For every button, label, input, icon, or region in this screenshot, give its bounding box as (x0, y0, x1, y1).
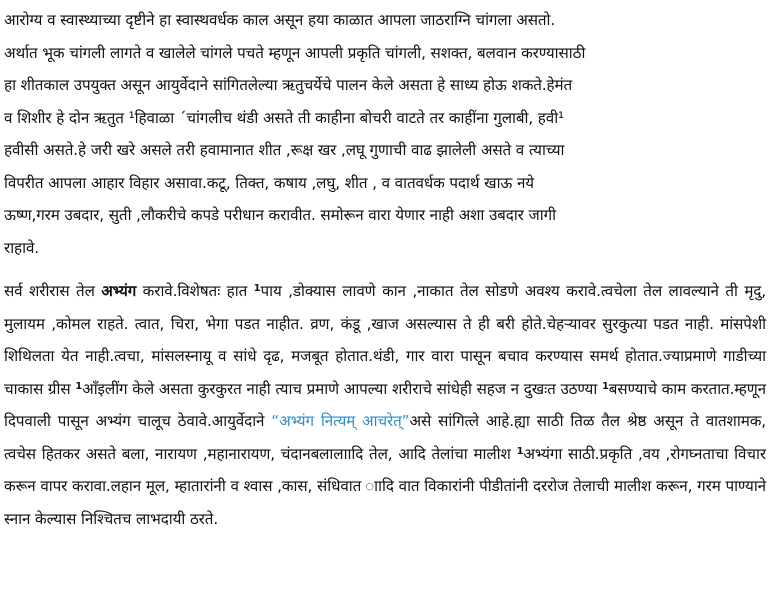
line-4: व शिशीर हे दोन ऋतुत ¹हिवाळा ˊचांगलीच थंडी असते ती काहीना बोचरी वाटते तर काहींना गुलाबी, हवी¹ (4, 108, 565, 127)
seg-12: अभ्यंगा साठी.प्रकृति ,वय ,रोगघ्नताचा विचार करून वापर करावा.लहान मूल, म्हातारांनी व श्वास ,कास, संधिवात ाादि वात विकारांनी पीडीतांनी दररोज तेलाची मालीश करून, गरम पाण्याने स्नान केल्यास निश्चितच लाभदायी ठरते. (4, 444, 766, 528)
superscript-marker: 1 (516, 445, 524, 457)
line-6: विपरीत आपला आहार विहार असावा.कटू, तिक्त, कषाय ,लघु, शीत , व वातवर्धक पदार्थ खाऊ नये (4, 173, 534, 192)
superscript-marker: 1 (253, 283, 261, 294)
superscript-marker: 1 (75, 380, 83, 392)
paragraph-abhyanga (4, 275, 766, 535)
line-3: हा शीतकाल उपयुक्त असून आयुर्वेदाने सांगितलेल्या ऋतुचर्येचे पालन केले असता हे साध्य होऊ शकते.हेमंत (4, 76, 573, 94)
line-1: आरोग्य व स्वास्थ्याच्या दृष्टीने हा स्वास्थवर्धक काल असून हया काळात आपला जाठराग्नि चांगला असतो. (4, 11, 556, 29)
seg-0: सर्व शरीरास तेल (4, 282, 102, 300)
superscript-marker: 1 (601, 380, 609, 392)
line-7: ऊष्ण,गरम उबदार, सुती ,लौकरीचे कपडे परीधान करावीत. समोरून वारा येणार नाही अशा उबदार जागी (4, 206, 556, 224)
line-2: अर्थात भूक चांगली लागते व खालेले चांगले पचते म्हणून आपली प्रकृति चांगली, सशक्त, बलवान करण्यासाठी (4, 43, 586, 62)
seg-10: असे सांगित्ले आहे.ह्या साठी तिळ तैल श्रेष्ठ असून ते वातशामक, त्वचेस हितकर असते बला, नारायण ,महानारायण, चंदानबलालाादि तेल, आदि तेलांचा मालीश (4, 412, 766, 463)
document-body (4, 4, 766, 535)
paragraph-hemant-season (4, 4, 766, 264)
line-5: हवीसी असते.हे जरी खरे असले तरी हवामानात शीत ,रूक्ष खर ,लघू गुणाची वाढ झालेली असते व त्याच्या (4, 141, 565, 159)
keyword-abhyanga: अभ्यंग (101, 282, 137, 300)
seg-8: बसण्याचे काम करतात.म्हणून दिपवाली पासून अभ्यंग चालूच ठेवावे.आयुर्वेदाने (4, 379, 766, 430)
sanskrit-quote: “अभ्यंग नित्यम् आचरेत्” (271, 412, 410, 430)
seg-4: पाय ,डोक्यास लावणे कान ,नाकात तेल सोडणे अवश्य करावे.त्वचेला तेल लावल्याने ती मृदु, मुलायम ,कोमल राहते. त्वात, चिरा, भेगा पडत नाहीत. व्रण, कंडू ,खाज असल्यास ते ही बरी होते.चेहऱ्यावर सुरकुत्या पडत नाही. मांसपेशी शिथिलता येत नाही.त्वचा, मांसलस्नायू व सांधे दृढ, मजबूत होतात.थंडी, गार वारा पासून बचाव करण्यास समर्थ होतात.ज्याप्रमाणे गाडीच्या चाकास ग्रीस (4, 282, 766, 398)
line-8: राहावे. (4, 238, 40, 257)
seg-6: आँइलींग केले असता कुरकुरत नाही त्याच प्रमाणे आपल्या शरीराचे सांधेही सहज न दुखःत उठण्या (82, 379, 602, 398)
seg-2: करावे.विशेषतः हात (136, 282, 254, 300)
